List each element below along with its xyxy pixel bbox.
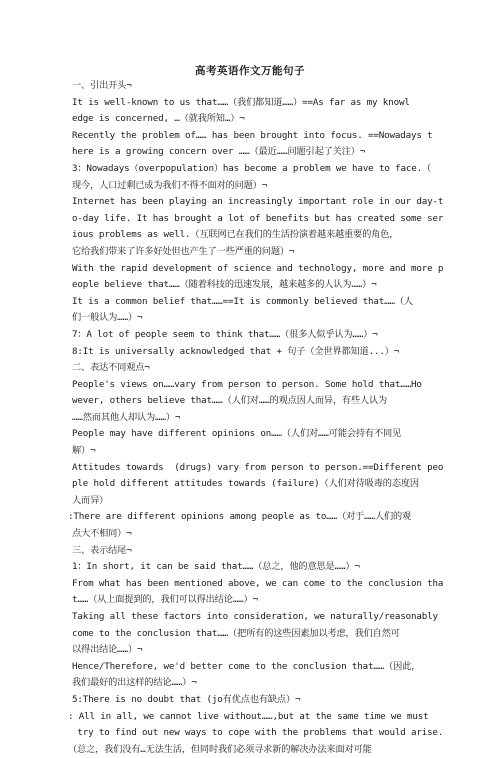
section-heading-opinions: 二、表达不同观点¬ [72, 362, 150, 374]
text-line: With the rapid development of science and technology, more and more p [72, 262, 444, 274]
text-line: 它给我们带来了许多好处但也产生了一些严重的问题）¬ [72, 245, 295, 257]
text-line: 现今，人口过剩已成为我们不得不面对的问题）¬ [72, 179, 268, 191]
text-line: 们一般认为……）¬ [72, 312, 143, 324]
text-line: :There are different opinions among people as to……（对于……人们的观 [68, 511, 412, 523]
text-line: Taking all these factors into consideration, we naturally/reasonably [72, 611, 438, 622]
text-line: It is well-known to us that……（我们都知道……）==As far as my knowl [72, 96, 410, 108]
text-line: here is a growing concern over ……（最近……问题引起了关注）¬ [72, 146, 366, 158]
text-line: From what has been mentioned above, we can come to the conclusion tha [72, 577, 444, 589]
text-line: 8:It is universally acknowledged that + 句子（全世界都知道...）¬ [72, 345, 400, 357]
text-line: Hence/Therefore, we'd better come to the conclusion that……（因此， [72, 660, 421, 672]
text-line: It is a common belief that……==It is commonly believed that……（人 [72, 295, 413, 307]
document-body [68, 78, 444, 758]
text-line: Recently the problem of…… has been brought into focus. ==Nowadays t [72, 129, 433, 141]
text-line: Internet has been playing an increasingly important role in our day-t [72, 196, 444, 208]
text-line: 3：Nowadays（overpopulation）has become a problem we have to face.（ [72, 162, 432, 174]
text-line: People may have different opinions on……（人们对……可能会持有不同见 [72, 428, 402, 440]
text-line: 解）¬ [72, 445, 96, 457]
text-line: t……（从上面提到的，我们可以得出结论……）¬ [72, 594, 258, 606]
text-line: come to the conclusion that……（把所有的这些因素加以考虑，我们自然可 [72, 627, 400, 639]
text-line: People's views on……vary from person to person. Some hold that……Ho [72, 378, 422, 390]
text-line: try to find out new ways to cope with the problems that would arise. [72, 727, 444, 739]
text-line: （总之，我们没有…无法生活，但同时我们必须寻求新的解决办法来面对可能 [68, 743, 372, 755]
text-line: ……然而其他人却认为……）¬ [72, 411, 181, 423]
text-line: ious problems as well.（互联网已在我们的生活扮演着越来越重要的角色， [72, 229, 399, 241]
text-line: 以得出结论……）¬ [72, 644, 143, 656]
text-line: 1：In short, it can be said that……（总之，他的意思是……）¬ [72, 561, 360, 573]
text-line: o-day life. It has brought a lot of benefits but has created some ser [72, 212, 444, 224]
text-line: wever, others believe that……（人们对……的观点因人而异，有些人认为 [72, 395, 388, 407]
text-line: edge is concerned, …（就我所知…）¬ [72, 113, 245, 125]
text-line: 我们最好的出这样的结论……）¬ [72, 677, 197, 689]
text-line: Attitudes towards (drugs) vary from person to person.==Different peo [72, 461, 444, 473]
text-line: 人而异） [72, 494, 109, 506]
text-line: eople believe that……（随着科技的迅速发展，越来越多的人认为……）¬ [72, 279, 377, 291]
text-line: 7：A lot of people seem to think that……（很多人似乎认为……）¬ [72, 328, 378, 340]
text-line: 5:There is no doubt that (jo有优点也有缺点）¬ [72, 693, 301, 705]
document-title: 高考英语作文万能句子 [195, 65, 305, 77]
text-line: ple hold different attitudes towards (failure)（人们对待吸毒的态度因 [72, 478, 419, 490]
text-line: 点大不相同）¬ [72, 528, 132, 540]
section-heading-opening: 一、引出开头¬ [72, 80, 132, 91]
text-line: : All in all, we cannot live without……,but at the same time we must [68, 710, 429, 722]
section-heading-conclusion: 三、表示结尾¬ [72, 544, 132, 556]
